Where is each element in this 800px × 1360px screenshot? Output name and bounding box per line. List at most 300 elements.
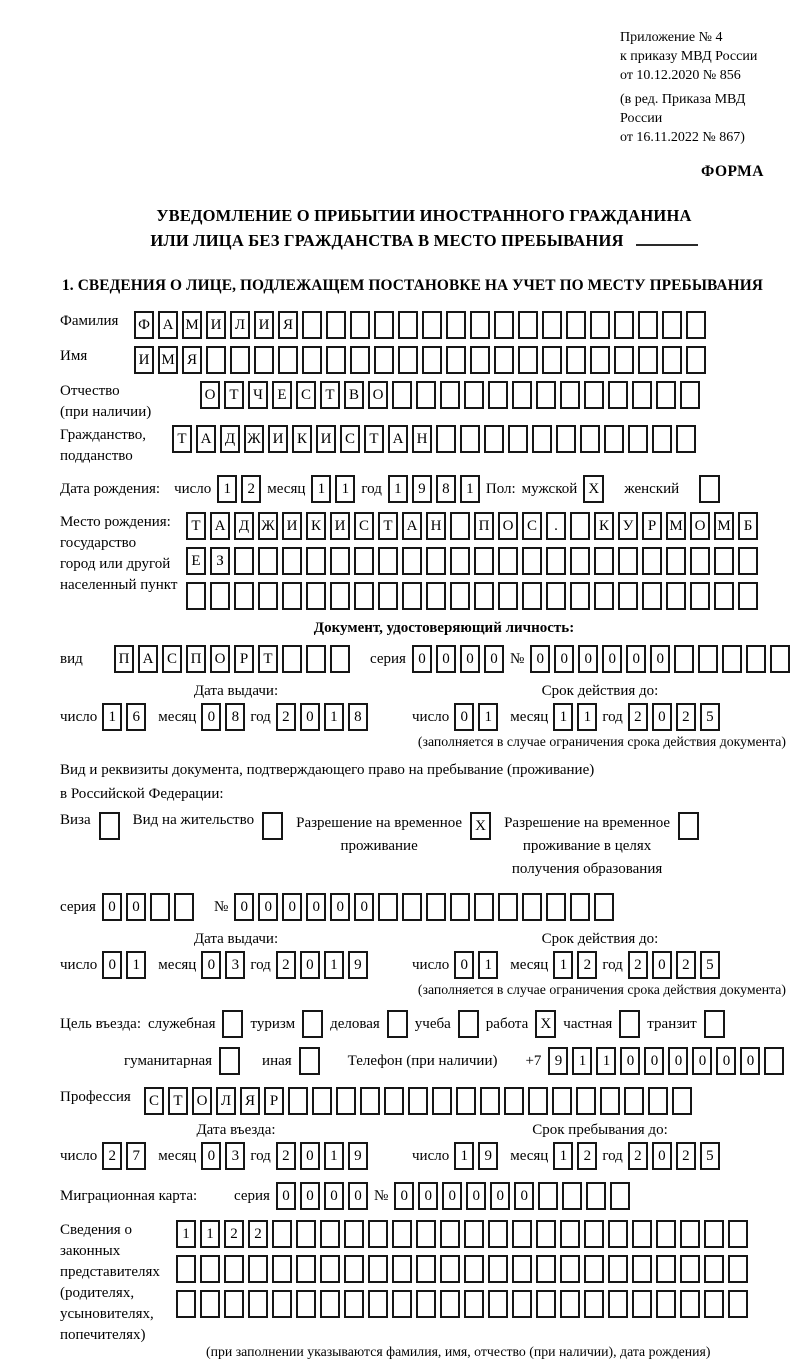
char-box[interactable]: [368, 1290, 388, 1318]
char-box[interactable]: 0: [454, 703, 474, 731]
char-box[interactable]: 0: [418, 1182, 438, 1210]
char-box[interactable]: [320, 1290, 340, 1318]
char-box[interactable]: 9: [348, 1142, 368, 1170]
char-box[interactable]: 0: [460, 645, 480, 673]
char-box[interactable]: О: [690, 512, 710, 540]
char-box[interactable]: 0: [348, 1182, 368, 1210]
char-box[interactable]: 8: [436, 475, 456, 503]
char-box[interactable]: [470, 346, 490, 374]
char-box[interactable]: 0: [530, 645, 550, 673]
char-box[interactable]: [656, 1290, 676, 1318]
char-box[interactable]: 5: [700, 1142, 720, 1170]
char-box[interactable]: 1: [478, 703, 498, 731]
char-box[interactable]: [312, 1087, 332, 1115]
char-box[interactable]: И: [206, 311, 226, 339]
surname-boxes[interactable]: [134, 311, 706, 339]
char-box[interactable]: 2: [628, 1142, 648, 1170]
char-box[interactable]: 0: [234, 893, 254, 921]
temp-residence-edu-checkbox[interactable]: [678, 812, 699, 840]
char-box[interactable]: [470, 311, 490, 339]
char-box[interactable]: [326, 346, 346, 374]
char-box[interactable]: [594, 547, 614, 575]
char-box[interactable]: [690, 582, 710, 610]
char-box[interactable]: [576, 1087, 596, 1115]
char-box[interactable]: Т: [364, 425, 384, 453]
stay-day-boxes[interactable]: [454, 1142, 498, 1170]
char-box[interactable]: 0: [102, 893, 122, 921]
char-box[interactable]: 0: [306, 893, 326, 921]
char-box[interactable]: 5: [700, 951, 720, 979]
char-box[interactable]: [656, 1220, 676, 1248]
char-box[interactable]: Д: [234, 512, 254, 540]
char-box[interactable]: [770, 645, 790, 673]
char-box[interactable]: [546, 893, 566, 921]
char-box[interactable]: 0: [716, 1047, 736, 1075]
char-box[interactable]: [150, 893, 170, 921]
char-box[interactable]: [408, 1087, 428, 1115]
char-box[interactable]: 0: [668, 1047, 688, 1075]
char-box[interactable]: [306, 645, 326, 673]
char-box[interactable]: Р: [234, 645, 254, 673]
char-box[interactable]: [360, 1087, 380, 1115]
char-box[interactable]: [326, 311, 346, 339]
char-box[interactable]: 0: [442, 1182, 462, 1210]
char-box[interactable]: [672, 1087, 692, 1115]
char-box[interactable]: 2: [577, 951, 597, 979]
char-box[interactable]: [680, 1290, 700, 1318]
char-box[interactable]: [344, 1255, 364, 1283]
char-box[interactable]: [512, 1255, 532, 1283]
char-box[interactable]: Р: [264, 1087, 284, 1115]
char-box[interactable]: 0: [650, 645, 670, 673]
char-box[interactable]: [464, 1290, 484, 1318]
char-box[interactable]: 1: [217, 475, 237, 503]
char-box[interactable]: [722, 645, 742, 673]
char-box[interactable]: [522, 547, 542, 575]
char-box[interactable]: 1: [176, 1220, 196, 1248]
char-box[interactable]: [176, 1290, 196, 1318]
char-box[interactable]: 0: [644, 1047, 664, 1075]
char-box[interactable]: [336, 1087, 356, 1115]
char-box[interactable]: [488, 1220, 508, 1248]
char-box[interactable]: К: [594, 512, 614, 540]
doc-kind-boxes[interactable]: [114, 645, 350, 673]
char-box[interactable]: 0: [126, 893, 146, 921]
char-box[interactable]: [714, 582, 734, 610]
visa-checkbox[interactable]: [99, 812, 120, 840]
char-box[interactable]: 0: [201, 703, 221, 731]
char-box[interactable]: 0: [578, 645, 598, 673]
char-box[interactable]: 0: [300, 1182, 320, 1210]
char-box[interactable]: 2: [248, 1220, 268, 1248]
char-box[interactable]: [504, 1087, 524, 1115]
doc-issue-year-boxes[interactable]: [276, 703, 368, 731]
char-box[interactable]: 2: [224, 1220, 244, 1248]
char-box[interactable]: 2: [676, 703, 696, 731]
char-box[interactable]: Е: [186, 547, 206, 575]
char-box[interactable]: [652, 425, 672, 453]
char-box[interactable]: [512, 1290, 532, 1318]
char-box[interactable]: [686, 346, 706, 374]
char-box[interactable]: [580, 425, 600, 453]
doc-series-boxes[interactable]: [412, 645, 504, 673]
char-box[interactable]: [402, 582, 422, 610]
char-box[interactable]: [176, 1255, 196, 1283]
char-box[interactable]: 1: [126, 951, 146, 979]
char-box[interactable]: [426, 893, 446, 921]
char-box[interactable]: 0: [620, 1047, 640, 1075]
char-box[interactable]: 2: [577, 1142, 597, 1170]
char-box[interactable]: [764, 1047, 784, 1075]
purpose-transit-checkbox[interactable]: [704, 1010, 725, 1038]
char-box[interactable]: 0: [300, 951, 320, 979]
char-box[interactable]: [698, 645, 718, 673]
char-box[interactable]: А: [196, 425, 216, 453]
char-box[interactable]: Б: [738, 512, 758, 540]
char-box[interactable]: [538, 1182, 558, 1210]
char-box[interactable]: [416, 1290, 436, 1318]
char-box[interactable]: Н: [426, 512, 446, 540]
char-box[interactable]: [374, 346, 394, 374]
char-box[interactable]: [302, 346, 322, 374]
char-box[interactable]: [330, 547, 350, 575]
char-box[interactable]: [594, 893, 614, 921]
char-box[interactable]: Л: [216, 1087, 236, 1115]
char-box[interactable]: 1: [553, 703, 573, 731]
char-box[interactable]: [416, 1220, 436, 1248]
char-box[interactable]: [422, 311, 442, 339]
char-box[interactable]: [542, 311, 562, 339]
char-box[interactable]: [656, 1255, 676, 1283]
char-box[interactable]: [560, 1220, 580, 1248]
char-box[interactable]: [522, 893, 542, 921]
char-box[interactable]: [536, 381, 556, 409]
char-box[interactable]: [440, 1255, 460, 1283]
char-box[interactable]: Е: [272, 381, 292, 409]
char-box[interactable]: [378, 582, 398, 610]
char-box[interactable]: [498, 547, 518, 575]
char-box[interactable]: [384, 1087, 404, 1115]
stay-month-boxes[interactable]: [553, 1142, 597, 1170]
permit-issue-year-boxes[interactable]: [276, 951, 368, 979]
char-box[interactable]: 1: [311, 475, 331, 503]
char-box[interactable]: 0: [602, 645, 622, 673]
char-box[interactable]: 1: [102, 703, 122, 731]
char-box[interactable]: [306, 582, 326, 610]
char-box[interactable]: [422, 346, 442, 374]
char-box[interactable]: [560, 1290, 580, 1318]
char-box[interactable]: 0: [300, 703, 320, 731]
char-box[interactable]: 0: [454, 951, 474, 979]
char-box[interactable]: [570, 582, 590, 610]
char-box[interactable]: [402, 547, 422, 575]
char-box[interactable]: [398, 346, 418, 374]
char-box[interactable]: 0: [330, 893, 350, 921]
char-box[interactable]: [728, 1220, 748, 1248]
char-box[interactable]: [368, 1220, 388, 1248]
temp-residence-checkbox[interactable]: X: [470, 812, 491, 840]
char-box[interactable]: [450, 582, 470, 610]
char-box[interactable]: Я: [240, 1087, 260, 1115]
char-box[interactable]: Я: [182, 346, 202, 374]
char-box[interactable]: [278, 346, 298, 374]
char-box[interactable]: [546, 582, 566, 610]
char-box[interactable]: 2: [276, 951, 296, 979]
char-box[interactable]: [248, 1290, 268, 1318]
char-box[interactable]: [302, 311, 322, 339]
char-box[interactable]: 1: [460, 475, 480, 503]
char-box[interactable]: О: [210, 645, 230, 673]
char-box[interactable]: 8: [348, 703, 368, 731]
char-box[interactable]: [608, 1255, 628, 1283]
char-box[interactable]: В: [344, 381, 364, 409]
char-box[interactable]: [450, 547, 470, 575]
char-box[interactable]: [608, 1290, 628, 1318]
char-box[interactable]: [258, 547, 278, 575]
char-box[interactable]: 9: [348, 951, 368, 979]
char-box[interactable]: [446, 311, 466, 339]
doc-valid-year-boxes[interactable]: [628, 703, 720, 731]
char-box[interactable]: А: [138, 645, 158, 673]
char-box[interactable]: К: [306, 512, 326, 540]
char-box[interactable]: [584, 1220, 604, 1248]
char-box[interactable]: 1: [596, 1047, 616, 1075]
char-box[interactable]: [746, 645, 766, 673]
char-box[interactable]: [354, 547, 374, 575]
char-box[interactable]: [666, 547, 686, 575]
char-box[interactable]: [518, 346, 538, 374]
char-box[interactable]: 2: [628, 951, 648, 979]
char-box[interactable]: 0: [324, 1182, 344, 1210]
char-box[interactable]: [532, 425, 552, 453]
char-box[interactable]: 0: [554, 645, 574, 673]
char-box[interactable]: [330, 582, 350, 610]
representatives-boxes-row1[interactable]: [176, 1220, 748, 1248]
char-box[interactable]: [200, 1290, 220, 1318]
char-box[interactable]: И: [316, 425, 336, 453]
char-box[interactable]: [494, 311, 514, 339]
char-box[interactable]: [480, 1087, 500, 1115]
char-box[interactable]: [642, 547, 662, 575]
purpose-business-checkbox[interactable]: [387, 1010, 408, 1038]
char-box[interactable]: [344, 1290, 364, 1318]
char-box[interactable]: Я: [278, 311, 298, 339]
char-box[interactable]: 1: [553, 1142, 573, 1170]
char-box[interactable]: [542, 346, 562, 374]
char-box[interactable]: 2: [676, 951, 696, 979]
permit-valid-year-boxes[interactable]: [628, 951, 720, 979]
char-box[interactable]: [674, 645, 694, 673]
title-blank-line[interactable]: [636, 230, 698, 246]
char-box[interactable]: [288, 1087, 308, 1115]
birth-month-boxes[interactable]: [311, 475, 355, 503]
char-box[interactable]: [206, 346, 226, 374]
char-box[interactable]: [632, 1255, 652, 1283]
char-box[interactable]: [728, 1255, 748, 1283]
char-box[interactable]: [536, 1220, 556, 1248]
char-box[interactable]: [614, 311, 634, 339]
char-box[interactable]: [450, 893, 470, 921]
char-box[interactable]: Ч: [248, 381, 268, 409]
char-box[interactable]: [272, 1255, 292, 1283]
char-box[interactable]: [728, 1290, 748, 1318]
char-box[interactable]: [738, 547, 758, 575]
char-box[interactable]: П: [474, 512, 494, 540]
char-box[interactable]: [584, 1255, 604, 1283]
char-box[interactable]: И: [282, 512, 302, 540]
permit-series-boxes[interactable]: [102, 893, 194, 921]
char-box[interactable]: [546, 547, 566, 575]
char-box[interactable]: [224, 1290, 244, 1318]
birth-place-boxes-row3[interactable]: [186, 582, 758, 610]
char-box[interactable]: [704, 1290, 724, 1318]
char-box[interactable]: [608, 1220, 628, 1248]
char-box[interactable]: 7: [126, 1142, 146, 1170]
entry-day-boxes[interactable]: [102, 1142, 146, 1170]
char-box[interactable]: [440, 381, 460, 409]
char-box[interactable]: У: [618, 512, 638, 540]
char-box[interactable]: [628, 425, 648, 453]
char-box[interactable]: Р: [642, 512, 662, 540]
char-box[interactable]: Т: [258, 645, 278, 673]
char-box[interactable]: А: [388, 425, 408, 453]
char-box[interactable]: [566, 346, 586, 374]
char-box[interactable]: [272, 1220, 292, 1248]
birth-place-boxes-row2[interactable]: [186, 547, 758, 575]
char-box[interactable]: 0: [692, 1047, 712, 1075]
char-box[interactable]: [498, 582, 518, 610]
char-box[interactable]: Т: [168, 1087, 188, 1115]
char-box[interactable]: [440, 1290, 460, 1318]
char-box[interactable]: С: [340, 425, 360, 453]
char-box[interactable]: 1: [324, 951, 344, 979]
char-box[interactable]: 6: [126, 703, 146, 731]
char-box[interactable]: [378, 547, 398, 575]
residence-permit-checkbox[interactable]: [262, 812, 283, 840]
char-box[interactable]: [296, 1290, 316, 1318]
char-box[interactable]: М: [158, 346, 178, 374]
char-box[interactable]: 9: [412, 475, 432, 503]
char-box[interactable]: 1: [478, 951, 498, 979]
char-box[interactable]: [714, 547, 734, 575]
char-box[interactable]: 0: [394, 1182, 414, 1210]
char-box[interactable]: С: [354, 512, 374, 540]
char-box[interactable]: 0: [354, 893, 374, 921]
char-box[interactable]: [398, 311, 418, 339]
char-box[interactable]: 0: [412, 645, 432, 673]
char-box[interactable]: [432, 1087, 452, 1115]
char-box[interactable]: [306, 547, 326, 575]
char-box[interactable]: [488, 1290, 508, 1318]
char-box[interactable]: [512, 1220, 532, 1248]
char-box[interactable]: [484, 425, 504, 453]
given-name-boxes[interactable]: [134, 346, 706, 374]
char-box[interactable]: [282, 582, 302, 610]
char-box[interactable]: 0: [201, 951, 221, 979]
char-box[interactable]: [680, 381, 700, 409]
char-box[interactable]: А: [210, 512, 230, 540]
char-box[interactable]: [402, 893, 422, 921]
char-box[interactable]: [320, 1255, 340, 1283]
char-box[interactable]: 0: [652, 703, 672, 731]
purpose-tourism-checkbox[interactable]: [302, 1010, 323, 1038]
char-box[interactable]: [392, 1255, 412, 1283]
char-box[interactable]: [608, 381, 628, 409]
char-box[interactable]: [234, 582, 254, 610]
char-box[interactable]: [392, 1220, 412, 1248]
char-box[interactable]: [330, 645, 350, 673]
char-box[interactable]: [282, 645, 302, 673]
char-box[interactable]: К: [292, 425, 312, 453]
permit-valid-day-boxes[interactable]: [454, 951, 498, 979]
char-box[interactable]: 0: [300, 1142, 320, 1170]
purpose-official-checkbox[interactable]: [222, 1010, 243, 1038]
char-box[interactable]: [248, 1255, 268, 1283]
representatives-boxes-row3[interactable]: [176, 1290, 748, 1318]
sex-female-checkbox[interactable]: [699, 475, 720, 503]
char-box[interactable]: [296, 1220, 316, 1248]
purpose-humanitarian-checkbox[interactable]: [219, 1047, 240, 1075]
permit-number-boxes[interactable]: [234, 893, 614, 921]
char-box[interactable]: [392, 381, 412, 409]
phone-boxes[interactable]: [548, 1047, 784, 1075]
char-box[interactable]: [604, 425, 624, 453]
char-box[interactable]: [552, 1087, 572, 1115]
char-box[interactable]: [296, 1255, 316, 1283]
char-box[interactable]: 8: [225, 703, 245, 731]
char-box[interactable]: [344, 1220, 364, 1248]
doc-number-boxes[interactable]: [530, 645, 790, 673]
char-box[interactable]: [460, 425, 480, 453]
char-box[interactable]: Л: [230, 311, 250, 339]
char-box[interactable]: [464, 1255, 484, 1283]
char-box[interactable]: [704, 1220, 724, 1248]
char-box[interactable]: Ж: [258, 512, 278, 540]
char-box[interactable]: И: [254, 311, 274, 339]
char-box[interactable]: [378, 893, 398, 921]
char-box[interactable]: [704, 1255, 724, 1283]
char-box[interactable]: Т: [378, 512, 398, 540]
char-box[interactable]: П: [114, 645, 134, 673]
char-box[interactable]: [494, 346, 514, 374]
purpose-study-checkbox[interactable]: [458, 1010, 479, 1038]
char-box[interactable]: [210, 582, 230, 610]
entry-year-boxes[interactable]: [276, 1142, 368, 1170]
char-box[interactable]: З: [210, 547, 230, 575]
char-box[interactable]: Д: [220, 425, 240, 453]
char-box[interactable]: 1: [324, 703, 344, 731]
char-box[interactable]: С: [522, 512, 542, 540]
char-box[interactable]: [656, 381, 676, 409]
char-box[interactable]: [186, 582, 206, 610]
char-box[interactable]: 2: [276, 703, 296, 731]
char-box[interactable]: [566, 311, 586, 339]
char-box[interactable]: [666, 582, 686, 610]
char-box[interactable]: [488, 381, 508, 409]
char-box[interactable]: [368, 1255, 388, 1283]
char-box[interactable]: Т: [224, 381, 244, 409]
char-box[interactable]: [518, 311, 538, 339]
char-box[interactable]: [680, 1220, 700, 1248]
permit-issue-day-boxes[interactable]: [102, 951, 146, 979]
char-box[interactable]: 0: [282, 893, 302, 921]
char-box[interactable]: [498, 893, 518, 921]
char-box[interactable]: 0: [258, 893, 278, 921]
char-box[interactable]: А: [158, 311, 178, 339]
char-box[interactable]: С: [162, 645, 182, 673]
char-box[interactable]: 3: [225, 951, 245, 979]
char-box[interactable]: 2: [628, 703, 648, 731]
